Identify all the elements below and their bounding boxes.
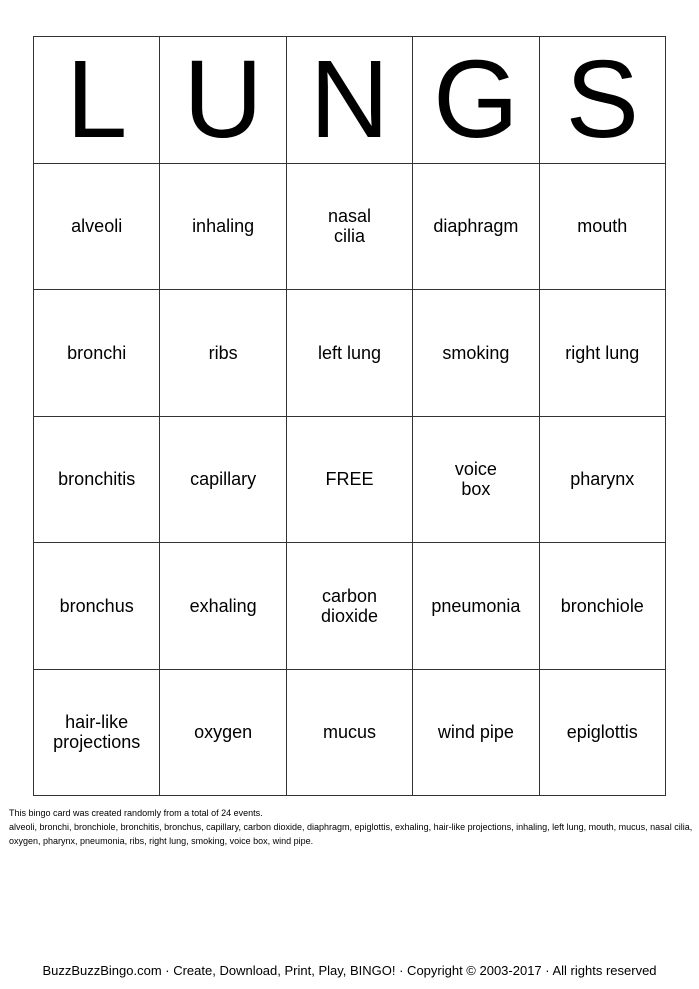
cell-text: alveoli	[71, 216, 123, 237]
cell-text: pharynx	[570, 469, 635, 490]
cell-text: FREE	[325, 469, 374, 490]
bingo-cell	[287, 543, 413, 670]
cell-text: diaphragm	[433, 216, 519, 237]
bingo-cell	[34, 417, 160, 544]
bingo-cell	[287, 417, 413, 544]
bingo-cell	[540, 543, 666, 670]
cell-text: epiglottis	[566, 722, 638, 743]
cell-text: bronchi	[67, 342, 127, 363]
cell-text: exhaling	[189, 595, 257, 616]
bingo-cell	[160, 290, 286, 417]
cell-text: capillary	[190, 469, 257, 490]
bingo-cell	[287, 670, 413, 797]
cell-text: box	[461, 479, 491, 500]
bingo-card	[33, 36, 666, 796]
header-letter-u: U	[160, 37, 286, 164]
bingo-cell	[413, 670, 539, 797]
bingo-cell	[160, 670, 286, 797]
card-info	[9, 806, 694, 848]
cell-text: bronchiole	[560, 595, 644, 616]
bingo-cell	[540, 164, 666, 291]
cell-text: voice	[454, 459, 497, 480]
cell-text: right lung	[565, 342, 640, 363]
cell-text: left lung	[317, 342, 382, 363]
info-summary: This bingo card was created randomly from a total of 24 events.	[9, 808, 263, 818]
cell-text: mucus	[322, 722, 376, 743]
cell-text: hair-like	[65, 712, 129, 733]
footer: BuzzBuzzBingo.com · Create, Download, Print, Play, BINGO! · Copyright © 2003-2017 · All rights reserved	[42, 963, 657, 978]
cell-text: oxygen	[194, 722, 253, 743]
bingo-cell	[540, 417, 666, 544]
cell-text: smoking	[442, 342, 510, 363]
cell-text: pneumonia	[431, 595, 521, 616]
bingo-cell	[160, 417, 286, 544]
cell-text: projections	[53, 732, 141, 753]
cell-text: ribs	[208, 342, 238, 363]
cell-text: dioxide	[320, 605, 379, 626]
cell-text: nasal	[327, 206, 371, 227]
header-letter-s: S	[540, 37, 666, 164]
bingo-cell	[540, 670, 666, 797]
bingo-cell	[413, 417, 539, 544]
cell-text: carbon	[321, 585, 378, 606]
cell-text: bronchitis	[58, 469, 136, 490]
bingo-cell	[287, 164, 413, 291]
bingo-cell	[34, 543, 160, 670]
header-letter-g: G	[413, 37, 539, 164]
info-word-list: alveoli, bronchi, bronchiole, bronchitis, bronchus, capillary, carbon dioxide, diaphragm, epiglottis, exhaling, hair-like projections, inhaling, left lung, mouth, mucus, nasal cilia, oxygen, pharynx, pneumonia, ribs, right lung, smoking, voice box, wind pipe.	[9, 822, 693, 846]
cell-text: cilia	[333, 226, 365, 247]
bingo-cell	[413, 164, 539, 291]
cell-text: wind pipe	[437, 722, 514, 743]
bingo-cell	[160, 543, 286, 670]
bingo-cell	[34, 290, 160, 417]
bingo-cell	[540, 290, 666, 417]
bingo-cell	[34, 164, 160, 291]
header-letter-l: L	[34, 37, 160, 164]
bingo-cell	[160, 164, 286, 291]
header-letter-n: N	[287, 37, 413, 164]
bingo-cell	[287, 290, 413, 417]
cell-text: mouth	[577, 216, 628, 237]
bingo-cell	[413, 543, 539, 670]
cell-text: bronchus	[59, 595, 134, 616]
cell-text: inhaling	[192, 216, 255, 237]
bingo-cell	[413, 290, 539, 417]
bingo-cell	[34, 670, 160, 797]
